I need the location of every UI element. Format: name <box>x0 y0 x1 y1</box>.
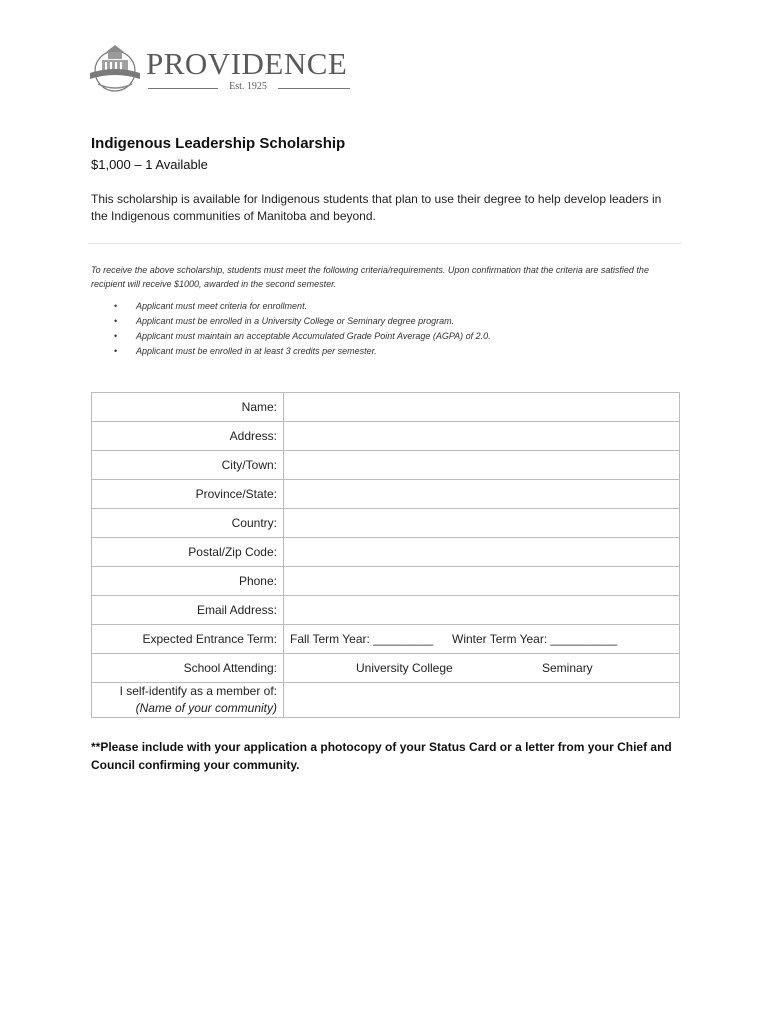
city-field[interactable] <box>284 451 680 480</box>
city-label: City/Town: <box>92 451 284 480</box>
name-field[interactable] <box>284 393 680 422</box>
winter-term-field[interactable]: Winter Term Year: __________ <box>452 632 618 646</box>
postal-label: Postal/Zip Code: <box>92 538 284 567</box>
term-label: Expected Entrance Term: <box>92 625 284 654</box>
criteria-item: • Applicant must be enrolled in a University College or Seminary degree program. <box>91 314 491 329</box>
fall-term-field[interactable]: Fall Term Year: _________ <box>290 632 434 646</box>
name-label: Name: <box>92 393 284 422</box>
logo-divider-right <box>278 88 350 89</box>
province-field[interactable] <box>284 480 680 509</box>
section-divider <box>88 243 682 244</box>
page-title: Indigenous Leadership Scholarship <box>91 135 346 152</box>
application-note: **Please include with your application a photocopy of your Status Card or a letter from your Chief and Council confirming your community. <box>91 740 672 772</box>
providence-seal-icon <box>88 42 144 98</box>
application-form <box>91 392 680 718</box>
province-label: Province/State: <box>92 480 284 509</box>
community-label-cell <box>92 683 284 718</box>
term-cell <box>284 625 680 654</box>
country-field[interactable] <box>284 509 680 538</box>
criteria-list <box>91 299 491 359</box>
criteria-item: • Applicant must maintain an acceptable Accumulated Grade Point Average (AGPA) of 2.0. <box>91 329 491 344</box>
community-label: I self-identify as a member of: <box>119 684 277 698</box>
phone-field[interactable] <box>284 567 680 596</box>
email-field[interactable] <box>284 596 680 625</box>
criteria-item: • Applicant must be enrolled in at least 3 credits per semester. <box>91 344 491 359</box>
school-option-seminary[interactable]: Seminary <box>542 661 593 675</box>
school-label: School Attending: <box>92 654 284 683</box>
providence-logo <box>88 42 358 98</box>
address-label: Address: <box>92 422 284 451</box>
community-sublabel: (Name of your community) <box>135 701 277 715</box>
page-subtitle: $1,000 – 1 Available <box>91 157 208 172</box>
school-option-university-college[interactable]: University College <box>356 661 453 675</box>
scholarship-description: This scholarship is available for Indigenous students that plan to use their degree to help develop leaders in the Indigenous communities of Manitoba and beyond. <box>91 192 662 223</box>
logo-wordmark: PROVIDENCE <box>146 46 348 81</box>
country-label: Country: <box>92 509 284 538</box>
school-cell <box>284 654 680 683</box>
criteria-item: • Applicant must meet criteria for enrollment. <box>91 299 491 314</box>
email-label: Email Address: <box>92 596 284 625</box>
address-field[interactable] <box>284 422 680 451</box>
postal-field[interactable] <box>284 538 680 567</box>
logo-established: Est. 1925 <box>229 81 267 92</box>
phone-label: Phone: <box>92 567 284 596</box>
community-field[interactable] <box>284 683 680 718</box>
criteria-intro: To receive the above scholarship, students must meet the following criteria/requirements. Upon confirmation that the criteria are satisfied the recipient will receive $1000, awarded in the second semester. <box>91 265 649 289</box>
